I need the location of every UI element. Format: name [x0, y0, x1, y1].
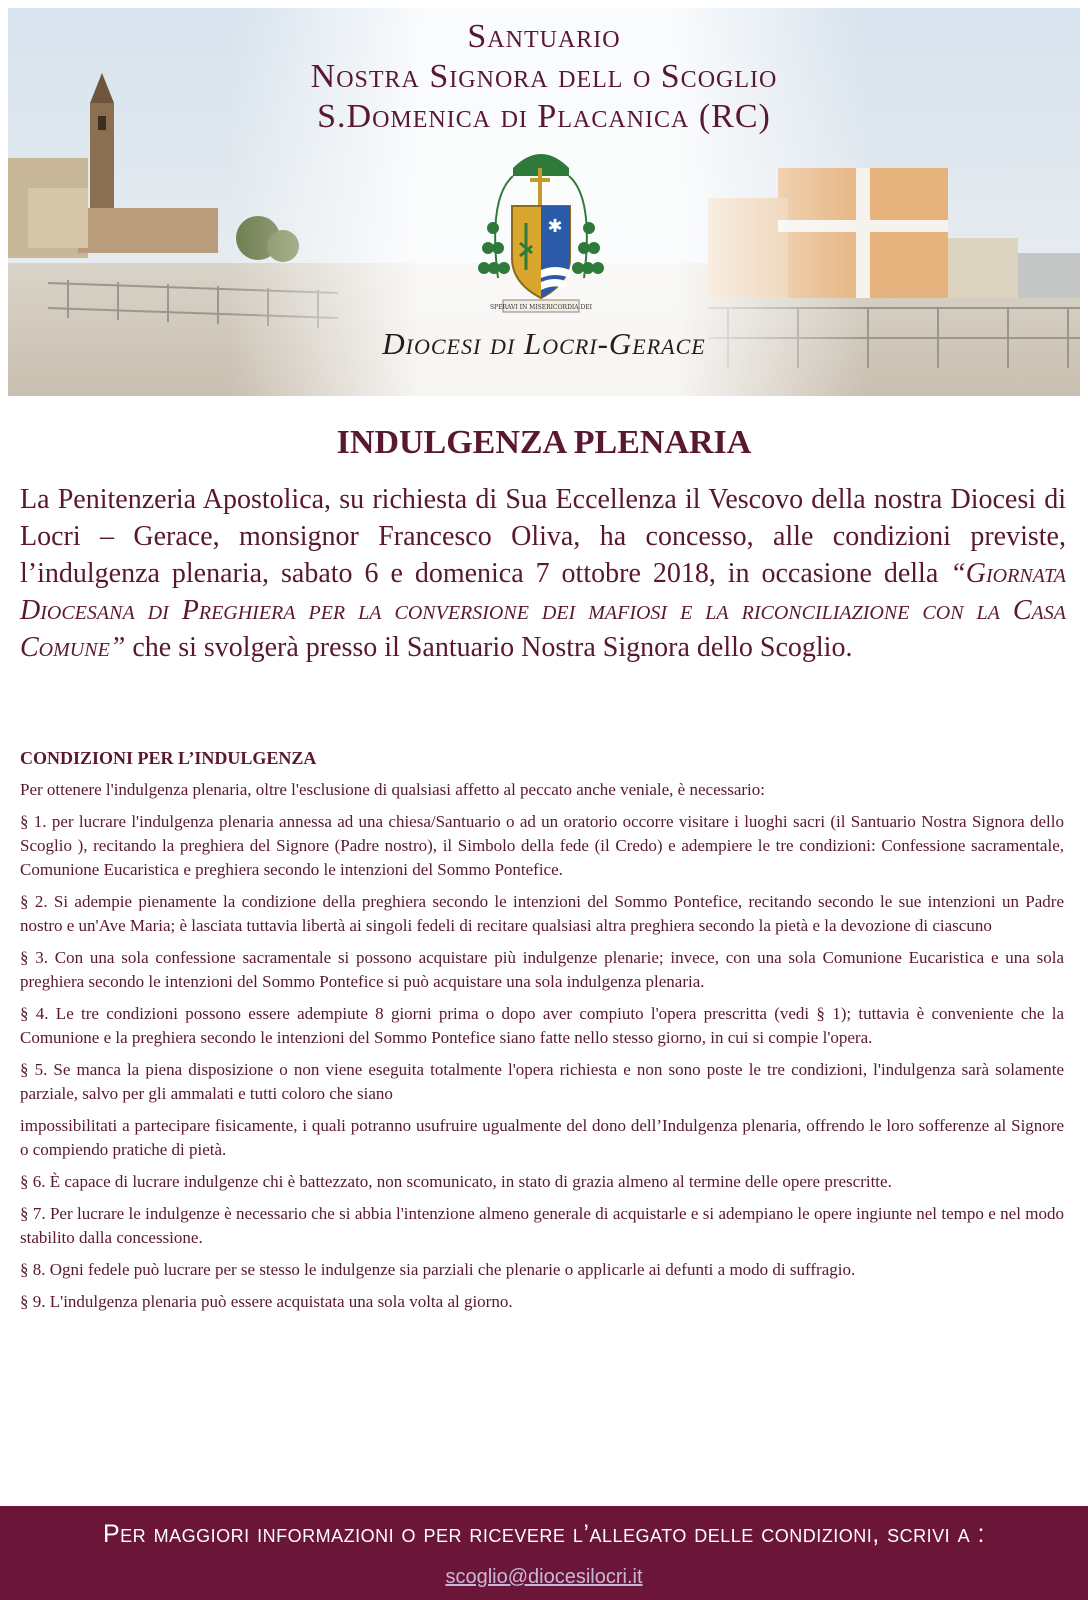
conditions-list — [20, 778, 1064, 1322]
crest-motto: SPERAVI IN MISERICORDIA DEI — [489, 304, 593, 311]
diocese-name: Diocesi di Locri-Gerace — [382, 326, 706, 361]
condition-paragraph: § 1. per lucrare l'indulgenza plenaria annessa ad una chiesa/Santuario o ad un oratorio occorre visitare i luoghi sacri (il Santuario Nostra Signora dello Scoglio ), recitando la preghiera del Signore (Padre nostro), il Simbolo della fede (il Credo) e adempiere le tre condizioni: Confessione sacramentale, Comunione Eucaristica e preghiera secondo le intenzioni del Sommo Pontefice. — [20, 812, 1064, 879]
contact-email-link[interactable]: scoglio@diocesilocri.it — [445, 1566, 643, 1588]
condition-paragraph: § 6. È capace di lucrare indulgenze chi è battezzato, non scomunicato, in stato di grazia almeno al termine delle opere prescritte. — [20, 1172, 892, 1191]
svg-text:✱: ✱ — [547, 216, 563, 237]
sanctuary-title-line1: Santuario — [467, 18, 621, 55]
event-name-quote: “Giornata Diocesana di Preghiera per la conversione dei mafiosi e la riconciliazione con la Casa Comune” — [20, 558, 1066, 663]
condition-paragraph: § 4. Le tre condizioni possono essere adempiute 8 giorni prima o dopo aver compiuto l'opera prescritta (vedi § 1); tuttavia è conveniente che la Comunione e la preghiera secondo le intenzioni del Sommo Pontefice siano fatte nello stesso giorno, in cui si compie l'opera. — [20, 1004, 1064, 1047]
condition-paragraph: § 9. L'indulgenza plenaria può essere acquistata una sola volta al giorno. — [20, 1292, 513, 1311]
lead-paragraph — [20, 481, 1066, 666]
condition-paragraph: § 5. Se manca la piena disposizione o non viene eseguita totalmente l'opera richiesta e non sono poste le tre condizioni, l'indulgenza sarà solamente parziale, salvo per gli ammalati e tutti coloro che siano — [20, 1060, 1064, 1103]
condition-paragraph: § 8. Ogni fedele può lucrare per se stesso le indulgenze sia parziali che plenarie o applicarle ai defunti a modo di suffragio. — [20, 1260, 856, 1279]
lead-text-start: La Penitenzeria Apostolica, su richiesta di Sua Eccellenza il Vescovo della nostra Diocesi di Locri – Gerace, monsignor Francesco Oliva, ha concesso, alle condizioni previste, l’indulgenza plenaria, sabato 6 e domenica 7 ottobre 2018, in occasione della — [20, 484, 1066, 589]
footer-bar — [0, 1506, 1088, 1600]
conditions-intro: Per ottenere l'indulgenza plenaria, oltre l'esclusione di qualsiasi affetto al peccato anche veniale, è necessario: — [20, 780, 765, 799]
sanctuary-title-line2: Nostra Signora dell o Scoglio — [310, 58, 778, 95]
header-banner — [8, 8, 1080, 396]
conditions-heading: CONDIZIONI PER L’INDULGENZA — [20, 748, 317, 768]
condition-paragraph: impossibilitati a partecipare fisicamente, i quali potranno usufruire ugualmente del dono dell’Indulgenza plenaria, offrendo le loro sofferenze al Signore o compiendo pratiche di pietà. — [20, 1116, 1064, 1159]
page-title: INDULGENZA PLENARIA — [336, 424, 752, 461]
footer-contact-text: Per maggiori informazioni o per ricevere l’allegato delle condizioni, scrivi a : — [103, 1520, 985, 1548]
sanctuary-title-line3: S.Domenica di Placanica (RC) — [317, 98, 771, 135]
condition-paragraph: § 7. Per lucrare le indulgenze è necessario che si abbia l'intenzione almeno generale di acquistarle e si adempiano le opere ingiunte nel tempo e nel modo stabilito dalla concessione. — [20, 1204, 1064, 1247]
condition-paragraph: § 2. Si adempie pienamente la condizione della preghiera secondo le intenzioni del Sommo Pontefice, recitando secondo le sue intenzioni un Padre nostro e un'Ave Maria; è lasciata tuttavia libertà ai singoli fedeli di recitare qualsiasi altra preghiera secondo la pietà e la devozione di ciascuno — [20, 892, 1064, 935]
condition-paragraph: § 3. Con una sola confessione sacramentale si possono acquistare più indulgenze plenarie; invece, con una sola Comunione Eucaristica e una sola preghiera secondo le intenzioni del Sommo Pontefice si può acquistare una sola indulgenza plenaria. — [20, 948, 1064, 991]
lead-text-end: che si svolgerà presso il Santuario Nostra Signora dello Scoglio. — [125, 632, 853, 663]
